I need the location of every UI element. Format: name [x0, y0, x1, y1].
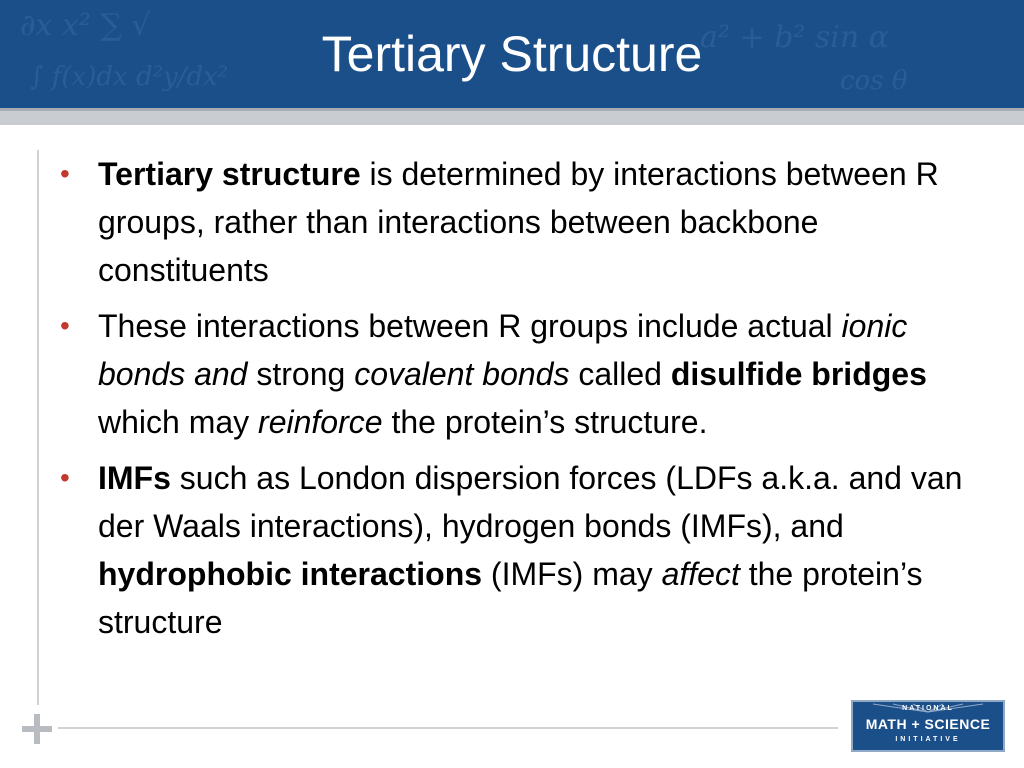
plus-icon	[22, 714, 52, 744]
header-divider	[0, 108, 1024, 125]
bullet-text-run: called	[569, 356, 671, 392]
bullet-text-run: ionic bonds and	[98, 308, 908, 392]
bullet-item	[58, 150, 978, 294]
math-background-decoration: a² + b² sin α	[700, 20, 889, 55]
bullet-text-run: affect	[661, 556, 740, 592]
bullet-text-run: disulfide bridges	[670, 356, 927, 392]
title-banner	[0, 0, 1024, 108]
logo-top-text: NATIONAL	[902, 705, 954, 712]
logo-main-text: MATH + SCIENCE	[865, 716, 991, 732]
logo-bottom-text: INITIATIVE	[895, 736, 961, 743]
bullet-text-run: IMFs	[98, 460, 171, 496]
bullet-text-run: reinforce	[258, 404, 383, 440]
bullet-text-run: (IMFs) may	[482, 556, 662, 592]
bullet-dot-icon: •	[60, 310, 70, 341]
math-background-decoration: ∂x x² ∑ √	[20, 8, 151, 43]
math-background-decoration: ∫ f(x)dx d²y/dx²	[30, 62, 229, 92]
bullet-text-run: which may	[98, 404, 259, 440]
bullet-text-run: is determined by interactions between R groups, rather than interactions between backbone constituents	[98, 156, 939, 288]
bullet-text-run: Tertiary structure	[98, 156, 361, 192]
bullet-dot-icon: •	[60, 462, 70, 493]
bullet-text-run: the protein’s structure	[98, 556, 923, 640]
left-border-line	[37, 150, 39, 705]
bullet-list	[58, 150, 978, 654]
nms-logo	[851, 700, 1005, 752]
bottom-border-line	[58, 727, 838, 729]
bullet-text-run: covalent bonds	[354, 356, 570, 392]
bullet-text-run: strong	[247, 356, 355, 392]
bullet-text-run: the protein’s structure.	[382, 404, 708, 440]
bullet-item	[58, 302, 978, 446]
bullet-dot-icon: •	[60, 158, 70, 189]
bullet-text-run: These interactions between R groups include actual	[98, 308, 842, 344]
slide-title: Tertiary Structure	[321, 26, 703, 82]
bullet-item	[58, 454, 978, 646]
bullet-text-run: such as London dispersion forces (LDFs a.k.a. and van der Waals interactions), hydrogen bonds (IMFs), and	[98, 460, 963, 544]
math-background-decoration: cos θ	[840, 66, 908, 96]
bullet-text-run: hydrophobic interactions	[98, 556, 483, 592]
